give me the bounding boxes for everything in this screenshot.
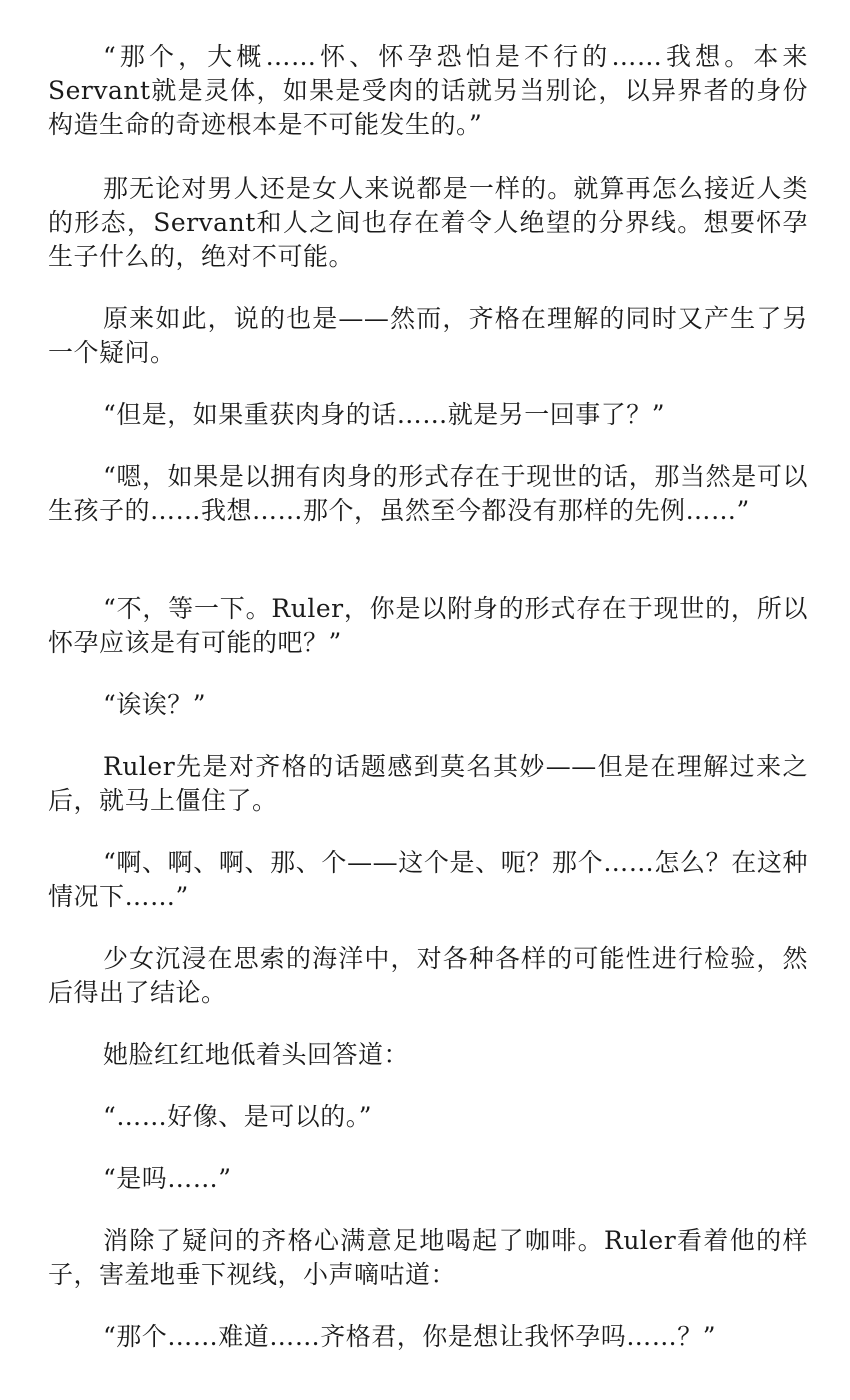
- paragraph-14: 消除了疑问的齐格心满意足地喝起了咖啡。Ruler看着他的样子，害羞地垂下视线，小声嘀咕道：: [48, 1226, 808, 1289]
- paragraph-9: “啊、啊、啊、那、个——这个是、呃？那个……怎么？在这种情况下……”: [48, 848, 808, 911]
- paragraph-11: 她脸红红地低着头回答道：: [103, 1040, 410, 1069]
- paragraph-15: “那个……难道……齐格君，你是想让我怀孕吗……？”: [103, 1322, 717, 1351]
- paragraph-3: 原来如此，说的也是——然而，齐格在理解的同时又产生了另一个疑问。: [48, 304, 808, 367]
- paragraph-5: “嗯，如果是以拥有肉身的形式存在于现世的话，那当然是可以生孩子的……我想……那个，虽然至今都没有那样的先例……”: [48, 462, 808, 525]
- paragraph-1: “那个，大概……怀、怀孕恐怕是不行的……我想。本来Servant就是灵体，如果是受肉的话就另当别论，以异界者的身份构造生命的奇迹根本是不可能发生的。”: [48, 42, 808, 139]
- paragraph-12: “……好像、是可以的。”: [103, 1102, 373, 1131]
- paragraph-6: “不，等一下。Ruler，你是以附身的形式存在于现世的，所以怀孕应该是有可能的吧？”: [48, 594, 808, 657]
- paragraph-4: “但是，如果重获肉身的话……就是另一回事了？”: [103, 400, 666, 429]
- paragraph-8: Ruler先是对齐格的话题感到莫名其妙——但是在理解过来之后，就马上僵住了。: [48, 752, 808, 815]
- paragraph-10: 少女沉浸在思索的海洋中，对各种各样的可能性进行检验，然后得出了结论。: [48, 944, 808, 1007]
- paragraph-7: “诶诶？”: [103, 690, 207, 719]
- paragraph-13: “是吗……”: [103, 1164, 232, 1193]
- paragraph-2: 那无论对男人还是女人来说都是一样的。就算再怎么接近人类的形态，Servant和人之间也存在着令人绝望的分界线。想要怀孕生子什么的，绝对不可能。: [48, 174, 808, 271]
